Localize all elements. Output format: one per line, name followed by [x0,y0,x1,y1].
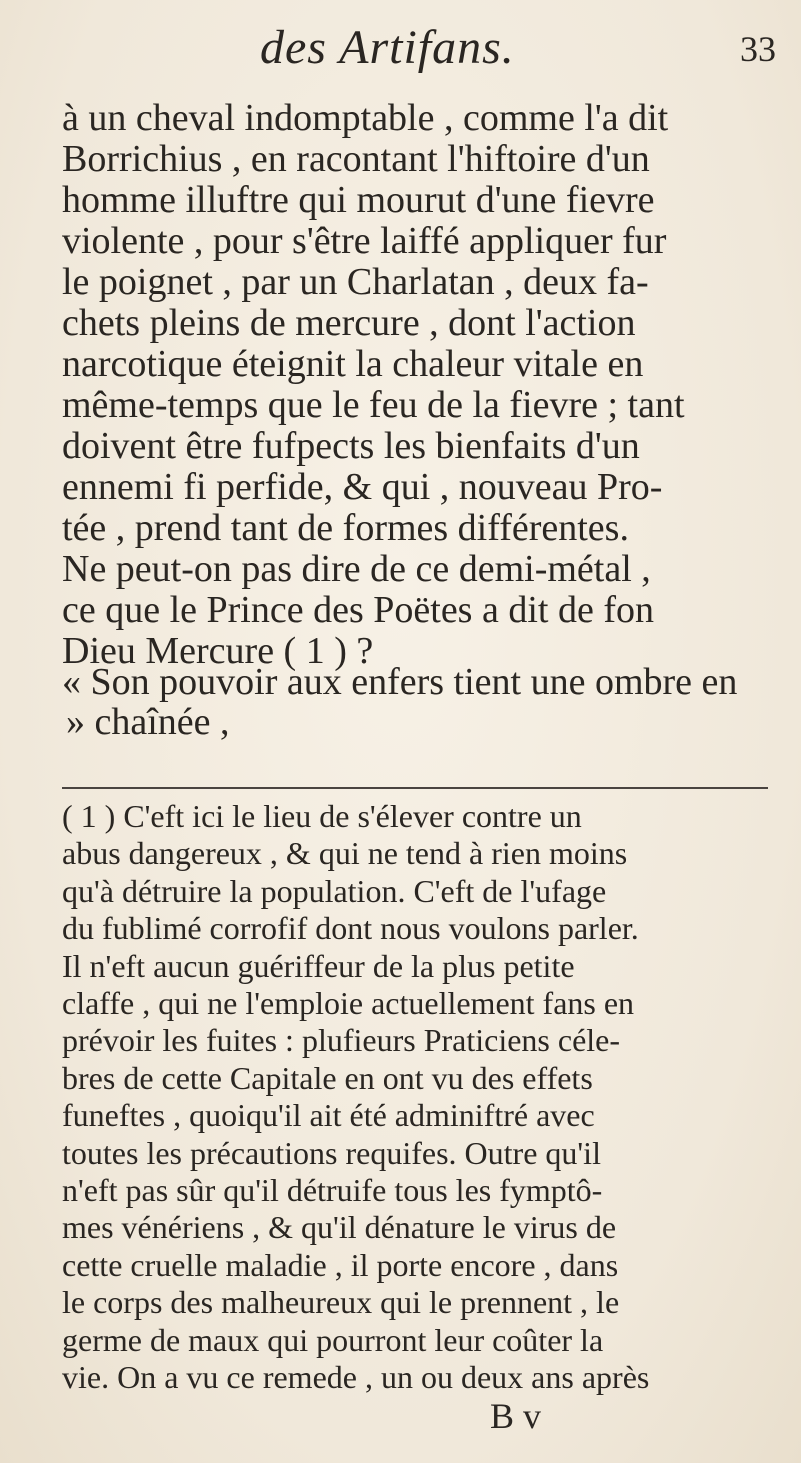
text-line: Dieu Mercure ( 1 ) ? [62,630,374,672]
footnote-line: prévoir les fuites : plufieurs Praticiens céle- [62,1022,621,1059]
footnote-line: funeftes , quoiqu'il ait été adminiftré avec [62,1097,595,1134]
page-number: 33 [740,29,776,69]
footnote-line: qu'à détruire la population. C'eft de l'ufage [62,872,607,909]
text-line: le poignet , par un Charlatan , deux fa- [62,261,649,303]
page-header [0,20,801,100]
verse-quote [62,662,768,742]
footnote [62,798,768,1397]
main-text [62,98,768,672]
footnote-line: le corps des malheureux qui le prennent , le [62,1284,620,1321]
footnote-line: bres de cette Capitale en ont vu des effets [62,1059,593,1096]
text-line: ce que le Prince des Poëtes a dit de fon [62,589,654,631]
text-line: Borrichius , en racontant l'hiftoire d'un [62,138,650,180]
text-line: tée , prend tant de formes différentes. [62,507,629,549]
footnote-separator [62,787,768,789]
footnote-line: n'eft pas sûr qu'il détruife tous les fymptô- [62,1172,603,1209]
footnote-line: vie. On a vu ce remede , un ou deux ans après [62,1359,650,1396]
text-line: à un cheval indomptable , comme l'a dit [62,97,669,139]
footnote-line: ( 1 ) C'eft ici le lieu de s'élever contre un [62,798,582,834]
text-line: narcotique éteignit la chaleur vitale en [62,343,644,385]
footnote-line: du fublimé corrofif dont nous voulons parler. [62,910,639,947]
running-head: des Artifans. [260,21,515,74]
footnote-line: germe de maux qui pourront leur coûter la [62,1321,604,1358]
footnote-line: abus dangereux , & qui ne tend à rien moins [62,835,628,872]
signature-mark: B v [490,1396,542,1436]
text-line: Ne peut-on pas dire de ce demi-métal , [62,548,651,590]
footnote-line: claffe , qui ne l'emploie actuellement fans en [62,985,635,1022]
footnote-line: cette cruelle maladie , il porte encore , dans [62,1246,619,1283]
text-line: homme illuftre qui mourut d'une fievre [62,179,655,221]
quote-line: » chaînée , [66,701,230,743]
quote-line: « Son pouvoir aux enfers tient une ombre en [62,661,738,703]
text-line: ennemi fi perfide, & qui , nouveau Pro- [62,466,663,508]
text-line: même-temps que le feu de la fievre ; tant [62,384,685,426]
text-line: violente , pour s'être laiffé appliquer fur [62,220,667,262]
text-line: chets pleins de mercure , dont l'action [62,302,636,344]
text-line: doivent être fufpects les bienfaits d'un [62,425,640,467]
footnote-line: toutes les précautions requifes. Outre qu'il [62,1134,601,1171]
footnote-line: Il n'eft aucun guériffeur de la plus petite [62,947,575,984]
footnote-line: mes vénériens , & qu'il dénature le virus de [62,1209,617,1246]
